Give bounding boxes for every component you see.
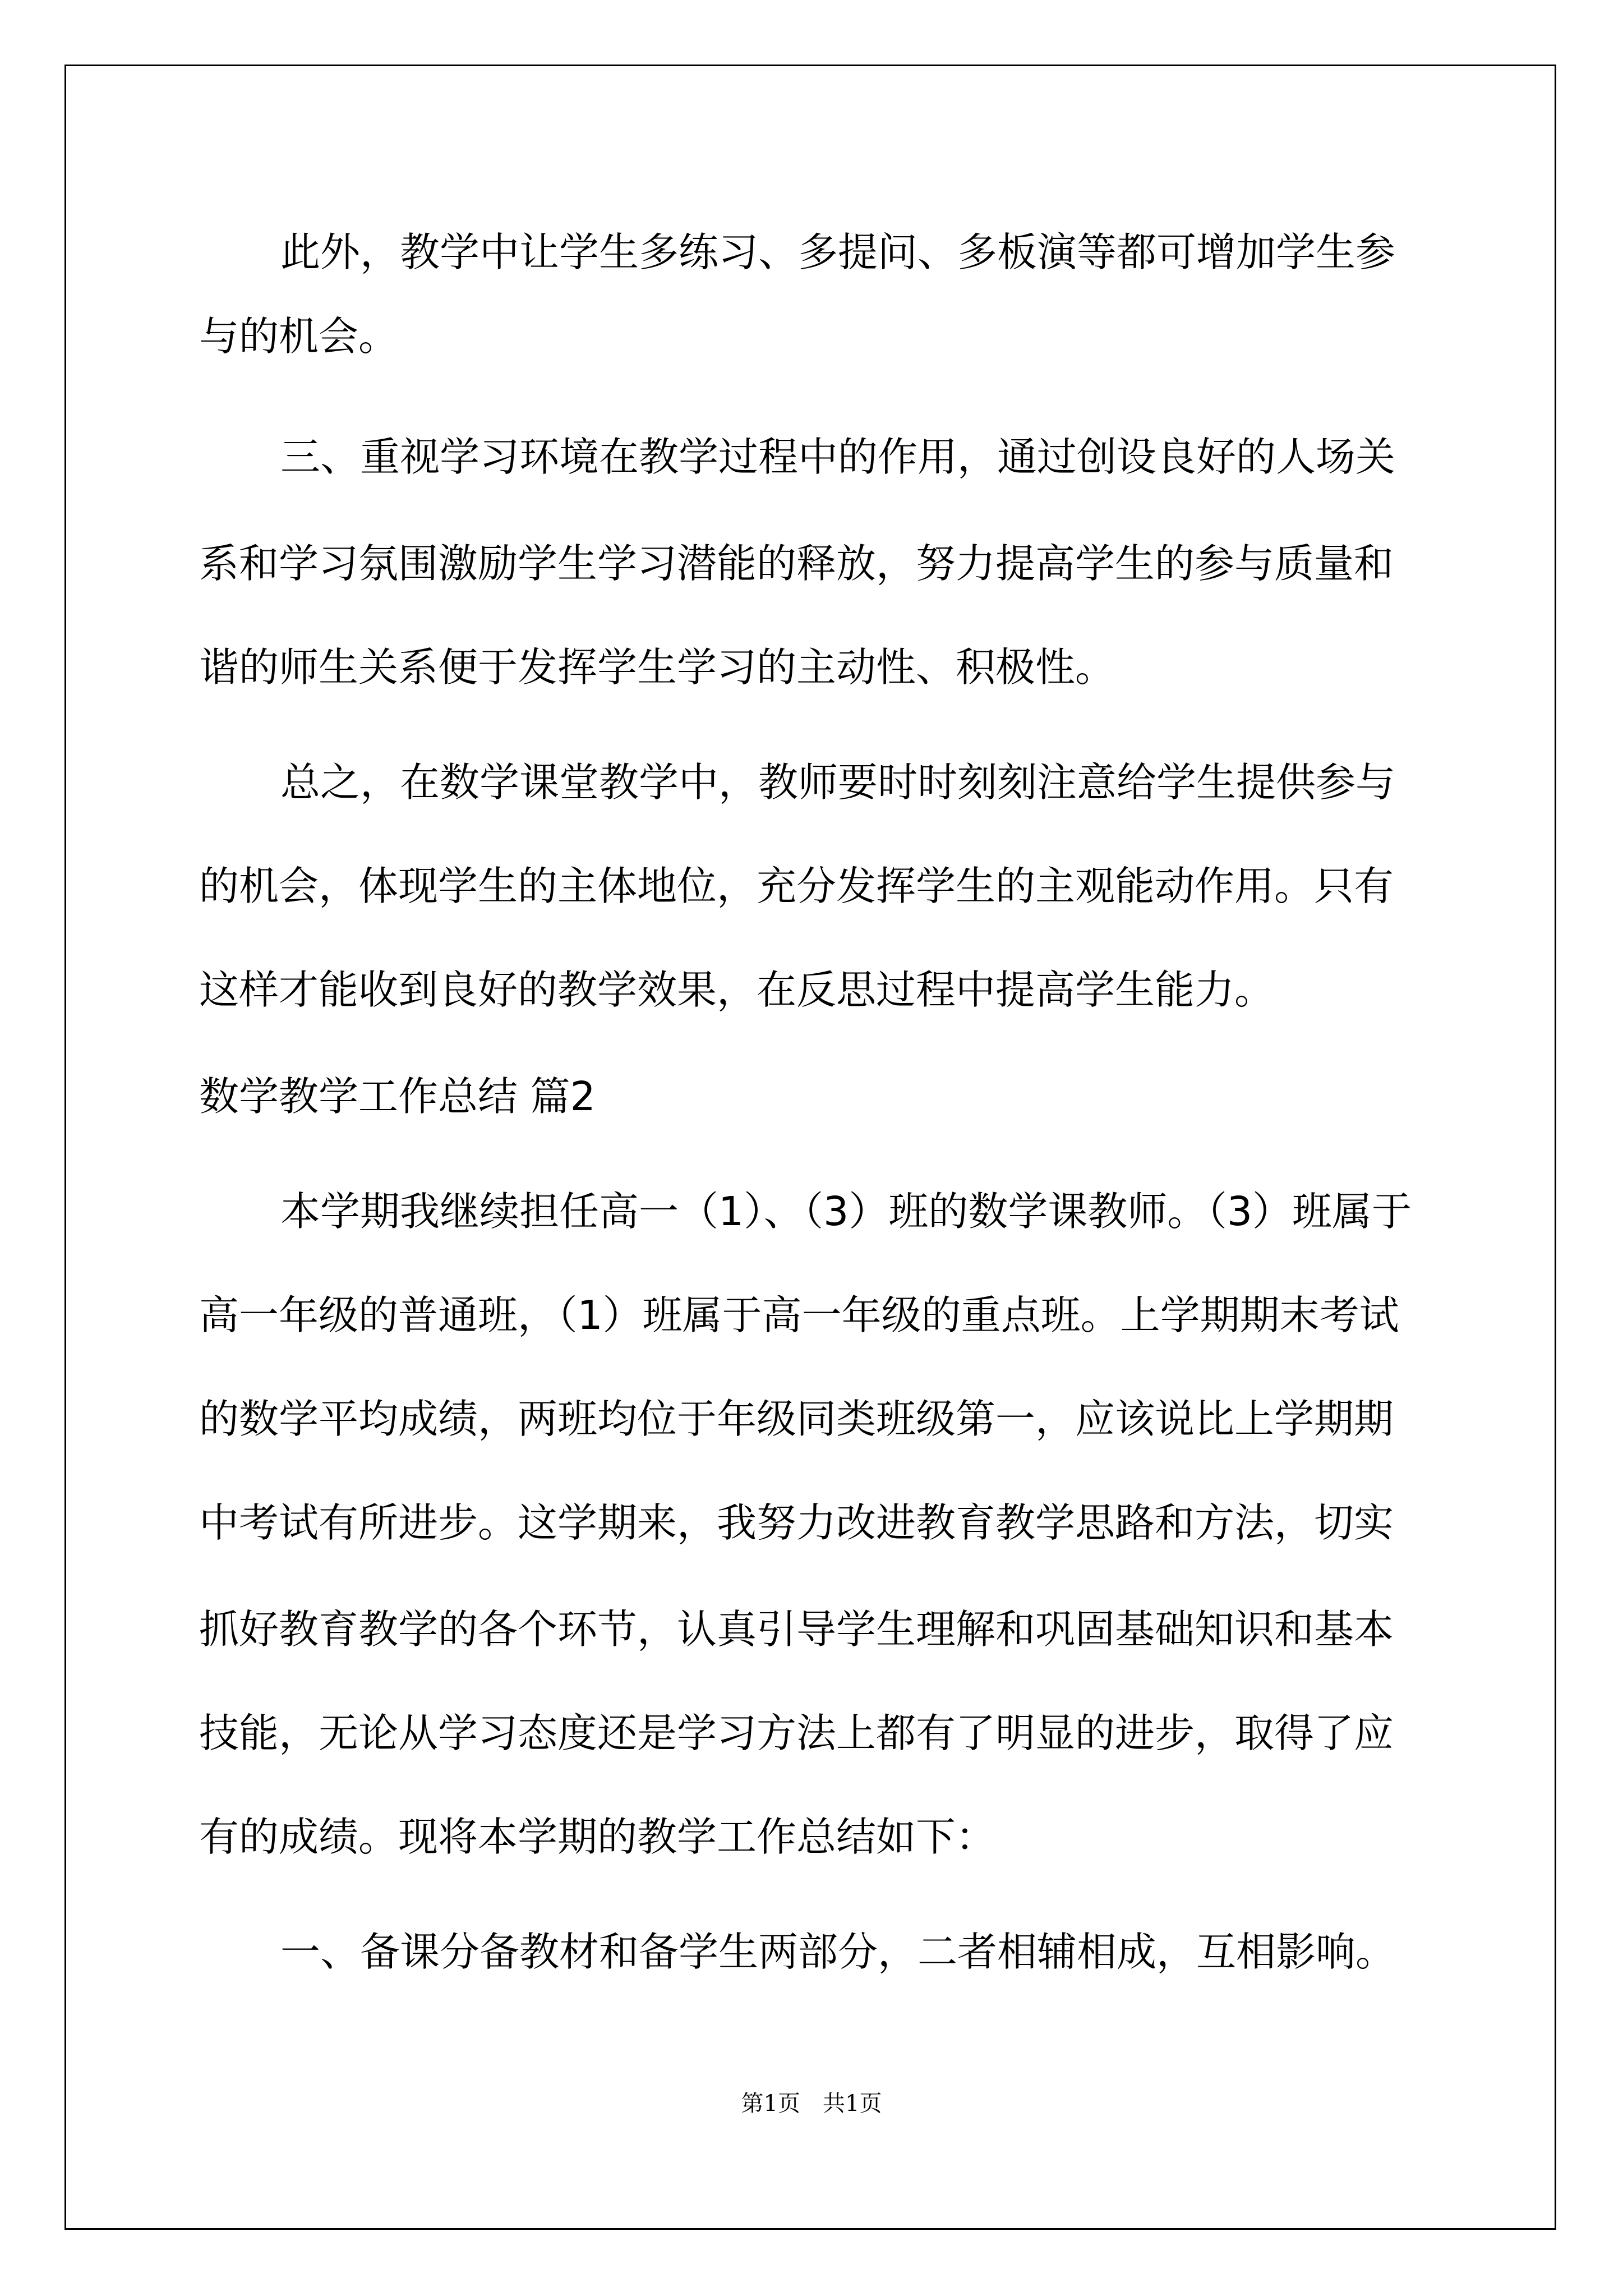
paragraph-line: 与的机会。 [199, 313, 399, 360]
paragraph-line: 谐的师生关系便于发挥学生学习的主动性、积极性。 [199, 644, 1115, 691]
paragraph-line: 抓好教育教学的各个环节，认真引导学生理解和巩固基础知识和基本 [199, 1606, 1394, 1653]
paragraph-line: 系和学习氛围激励学生学习潜能的释放，努力提高学生的参与质量和 [199, 540, 1394, 587]
paragraph-line: 本学期我继续担任高一（1）、（3）班的数学课教师。（3）班属于 [280, 1188, 1412, 1235]
paragraph-line: 高一年级的普通班，（1）班属于高一年级的重点班。上学期期末考试 [199, 1292, 1399, 1338]
paragraph-line: 一、备课分备教材和备学生两部分，二者相辅相成，互相影响。 [280, 1929, 1396, 1975]
paragraph-line: 总之，在数学课堂教学中，教师要时时刻刻注意给学生提供参与 [280, 759, 1396, 806]
paragraph-line: 技能，无论从学习态度还是学习方法上都有了明显的进步，取得了应 [199, 1710, 1394, 1756]
paragraph-line: 的数学平均成绩，两班均位于年级同类班级第一，应该说比上学期期 [199, 1396, 1394, 1442]
paragraph-line: 这样才能收到良好的教学效果，在反思过程中提高学生能力。 [199, 967, 1275, 1013]
paragraph-line: 中考试有所进步。这学期来，我努力改进教育教学思路和方法，切实 [199, 1499, 1394, 1546]
page-border [64, 65, 1556, 2230]
section-heading: 数学教学工作总结 篇2 [199, 1073, 596, 1120]
paragraph-line: 此外，教学中让学生多练习、多提问、多板演等都可增加学生参 [280, 229, 1396, 275]
paragraph-line: 的机会，体现学生的主体地位，充分发挥学生的主观能动作用。只有 [199, 863, 1394, 909]
page-footer: 第1页 共1页 [741, 2091, 882, 2116]
paragraph-line: 有的成绩。现将本学期的教学工作总结如下： [199, 1814, 996, 1860]
paragraph-line: 三、重视学习环境在教学过程中的作用，通过创设良好的人场关 [280, 434, 1396, 480]
